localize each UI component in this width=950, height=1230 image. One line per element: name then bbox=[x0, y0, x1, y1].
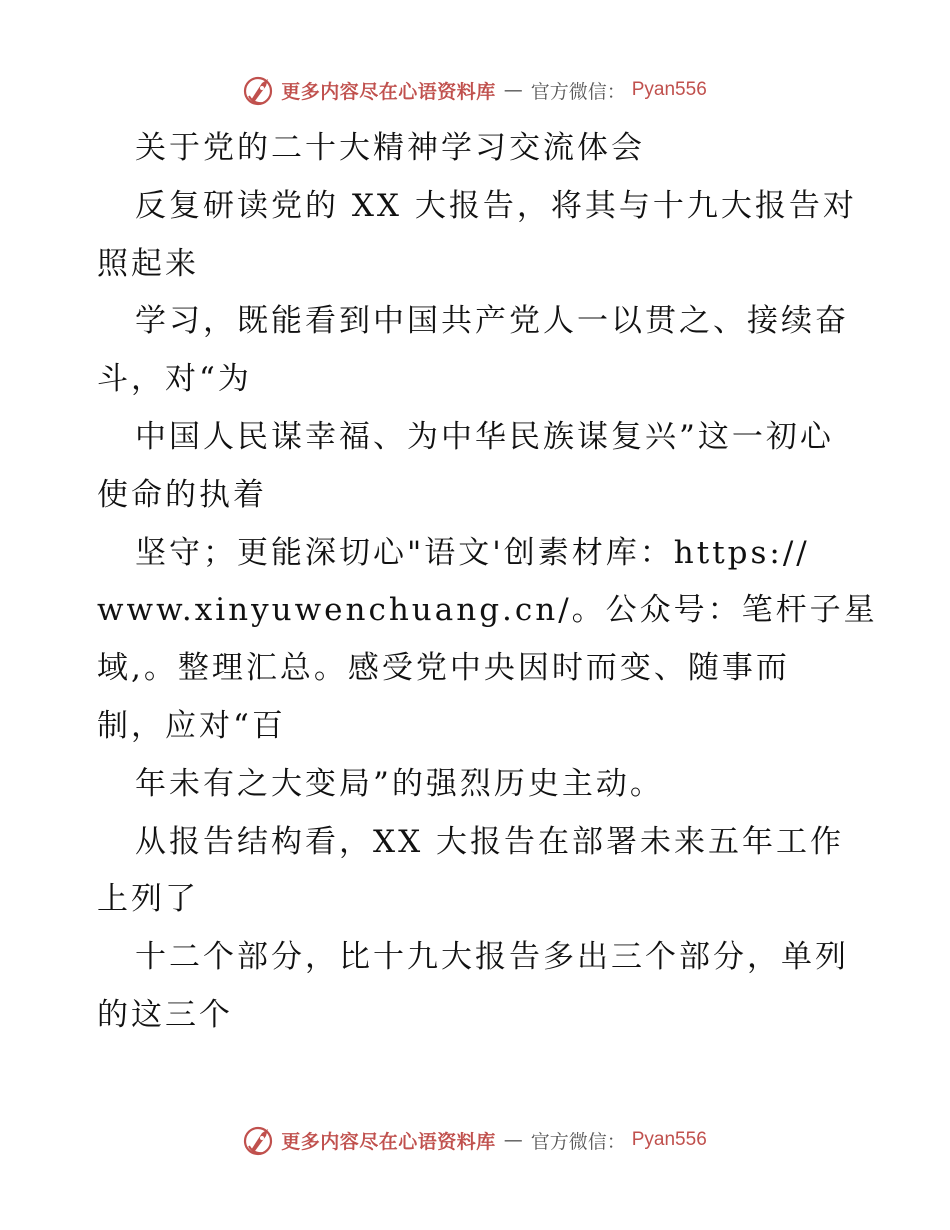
header-dash: — bbox=[503, 79, 523, 101]
document-body bbox=[97, 120, 878, 1045]
paragraph-line: 制，应对“百 bbox=[97, 707, 286, 744]
paragraph-line: 从报告结构看，XX 大报告在部署未来五年工作 bbox=[135, 823, 844, 860]
paragraph-line: 斗，对“为 bbox=[97, 361, 252, 398]
paragraph-line: 照起来 bbox=[97, 245, 199, 282]
page-footer bbox=[0, 1120, 950, 1160]
paragraph-line: 十二个部分，比十九大报告多出三个部分，单列 bbox=[135, 939, 849, 976]
header-brand bbox=[243, 74, 707, 106]
paragraph-line: 上列了 bbox=[97, 881, 199, 918]
footer-dash: — bbox=[503, 1129, 523, 1151]
footer-brand bbox=[243, 1124, 707, 1156]
paragraph-line: 坚守；更能深切心"语文'创素材库：https:// bbox=[135, 534, 810, 571]
paragraph-line: 年未有之大变局”的强烈历史主动。 bbox=[135, 765, 664, 802]
pen-nib-circle-icon bbox=[243, 74, 275, 106]
header-contact-id: Pyan556 bbox=[631, 79, 707, 100]
pen-nib-circle-icon bbox=[243, 1124, 275, 1156]
paragraph-line: 学习，既能看到中国共产党人一以贯之、接续奋 bbox=[135, 303, 849, 340]
paragraph-line: www.xinyuwenchuang.cn/。公众号：笔杆子星 bbox=[97, 592, 878, 629]
page-header bbox=[0, 70, 950, 110]
paragraph-line: 反复研读党的 XX 大报告，将其与十九大报告对 bbox=[135, 187, 857, 224]
footer-brand-text: 更多内容尽在心语资料库 bbox=[281, 1130, 496, 1153]
paragraph-line: 域,。整理汇总。感受党中央因时而变、随事而 bbox=[97, 650, 790, 687]
paragraph-line: 使命的执着 bbox=[97, 476, 267, 513]
header-brand-text: 更多内容尽在心语资料库 bbox=[281, 80, 496, 103]
footer-contact-id: Pyan556 bbox=[631, 1129, 707, 1150]
footer-contact-label: 官方微信： bbox=[530, 1130, 626, 1153]
doc-title: 关于党的二十大精神学习交流体会 bbox=[135, 130, 645, 166]
header-contact-label: 官方微信： bbox=[530, 80, 626, 103]
paragraph-line: 中国人民谋幸福、为中华民族谋复兴”这一初心 bbox=[135, 418, 834, 455]
paragraph-line: 的这三个 bbox=[97, 996, 233, 1033]
